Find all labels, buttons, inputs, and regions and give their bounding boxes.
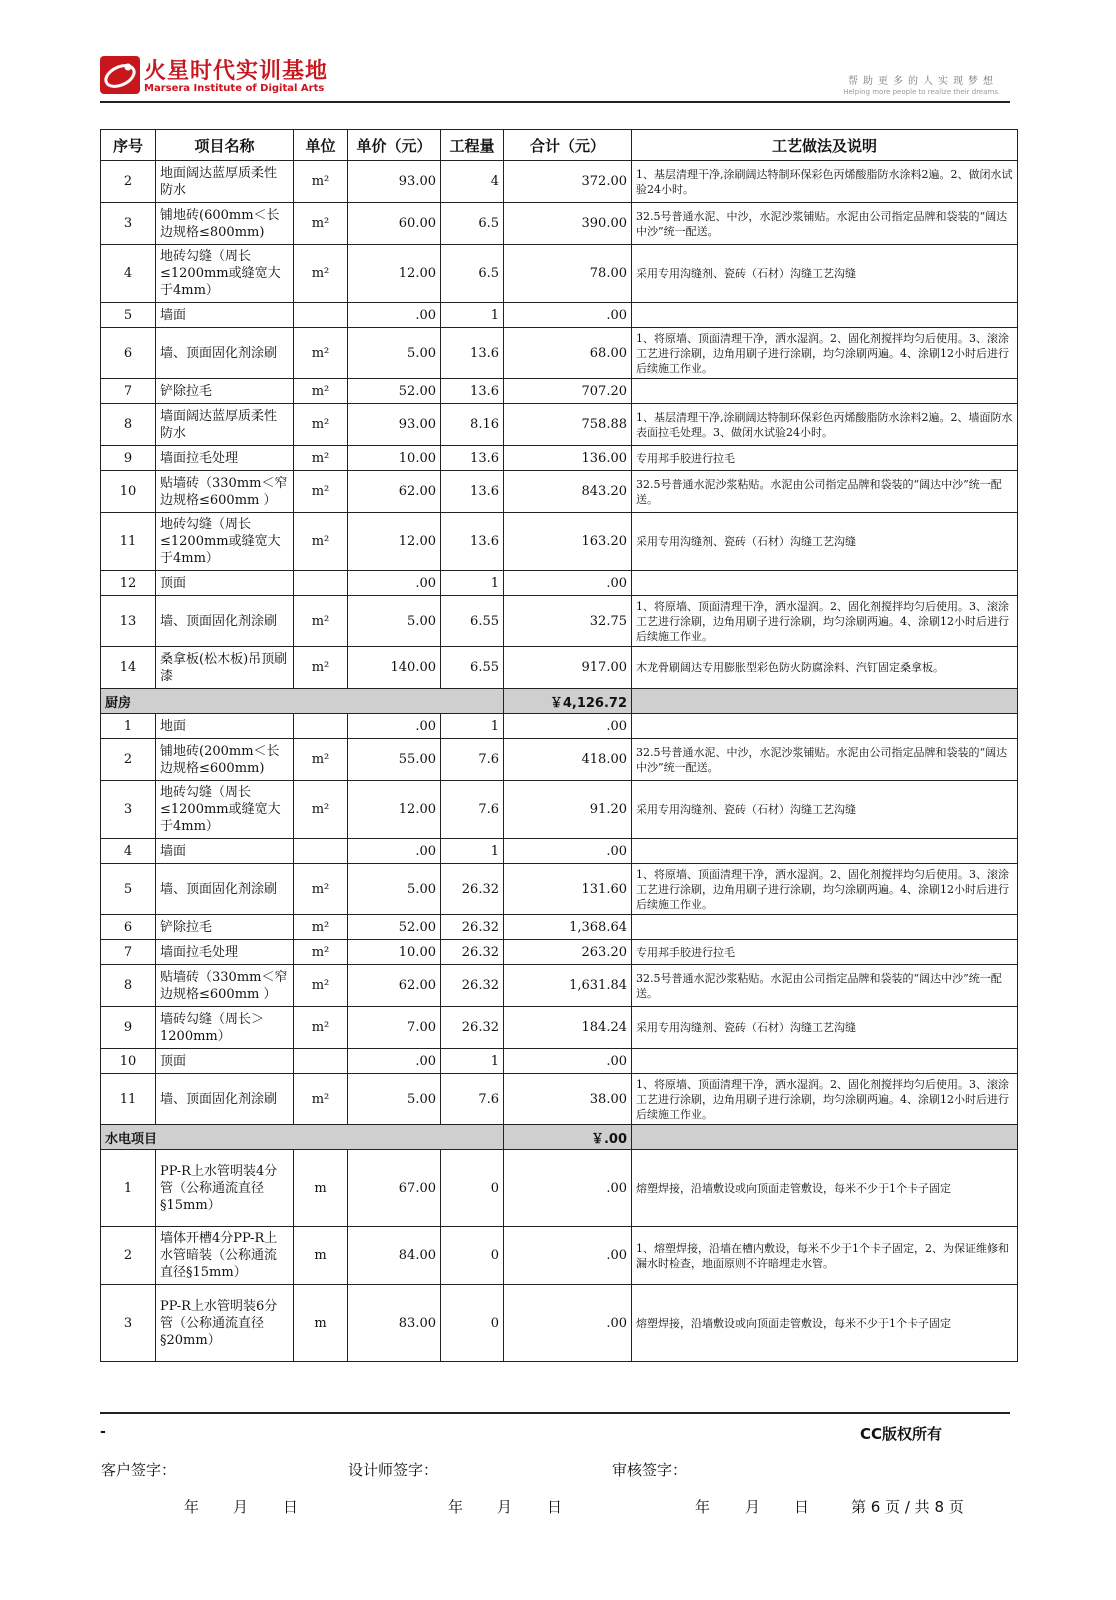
cell-qty: 0 (441, 1227, 504, 1285)
cell-unit: m² (294, 1007, 348, 1049)
cell-desc: 32.5号普通水泥、中沙，水泥沙浆铺贴。水泥由公司指定品牌和袋装的“阔达中沙”统一配送。 (632, 203, 1018, 245)
cell-qty: 7.6 (441, 739, 504, 781)
cell-qty: 0 (441, 1150, 504, 1227)
cell-no: 2 (101, 161, 156, 203)
cell-desc (632, 839, 1018, 864)
cell-qty: 7.6 (441, 1074, 504, 1125)
cell-desc: 采用专用沟缝剂、瓷砖（石材）沟缝工艺沟缝 (632, 245, 1018, 303)
cell-unit (294, 714, 348, 739)
cell-qty: 6.55 (441, 647, 504, 689)
cell-qty: 13.6 (441, 446, 504, 471)
cell-total: 184.24 (504, 1007, 632, 1049)
cell-no: 6 (101, 915, 156, 940)
cell-no: 13 (101, 596, 156, 647)
cell-name: 贴墙砖（330mm＜窄边规格≤600mm ） (156, 965, 294, 1007)
cell-unit: m² (294, 965, 348, 1007)
cell-no: 8 (101, 965, 156, 1007)
cell-no: 4 (101, 245, 156, 303)
cell-name: 墙面拉毛处理 (156, 940, 294, 965)
cell-no: 1 (101, 1150, 156, 1227)
cell-price: 5.00 (348, 328, 441, 379)
cell-total: .00 (504, 1049, 632, 1074)
section-desc-cell (632, 689, 1018, 714)
table-row (101, 596, 1018, 647)
cell-price: .00 (348, 839, 441, 864)
cell-desc: 32.5号普通水泥沙浆粘贴。水泥由公司指定品牌和袋装的“阔达中沙”统一配送。 (632, 471, 1018, 513)
cell-desc: 32.5号普通水泥沙浆粘贴。水泥由公司指定品牌和袋装的“阔达中沙”统一配送。 (632, 965, 1018, 1007)
cell-qty: 6.5 (441, 245, 504, 303)
cell-price: 140.00 (348, 647, 441, 689)
cell-name: 地砖勾缝（周长≤1200mm或缝宽大于4mm） (156, 781, 294, 839)
designer-date-day: 日 (547, 1498, 563, 1516)
cell-price: 60.00 (348, 203, 441, 245)
cell-unit: m² (294, 1074, 348, 1125)
table-row (101, 915, 1018, 940)
cell-name: 墙、顶面固化剂涂刷 (156, 1074, 294, 1125)
cell-no: 9 (101, 1007, 156, 1049)
table-body (101, 161, 1018, 1362)
table-row (101, 161, 1018, 203)
cell-unit: m² (294, 739, 348, 781)
cell-price: 84.00 (348, 1227, 441, 1285)
column-header-total: 合计（元） (504, 130, 632, 161)
cell-qty: 26.32 (441, 1007, 504, 1049)
cell-qty: 1 (441, 571, 504, 596)
table-row (101, 714, 1018, 739)
table-row (101, 446, 1018, 471)
section-row (101, 1125, 1018, 1150)
table-row (101, 1227, 1018, 1285)
cell-no: 5 (101, 303, 156, 328)
column-header-qty: 工程量 (441, 130, 504, 161)
page-number: 第 6 页 / 共 8 页 (851, 1498, 964, 1516)
cell-unit: m² (294, 404, 348, 446)
cell-unit: m² (294, 471, 348, 513)
review-date-month: 月 (745, 1498, 761, 1516)
customer-date-day: 日 (283, 1498, 299, 1516)
cell-total: 163.20 (504, 513, 632, 571)
cell-name: 墙面 (156, 303, 294, 328)
logo-title-cn: 火星时代实训基地 (144, 59, 329, 84)
page-header (100, 52, 1010, 102)
cell-name: 铲除拉毛 (156, 379, 294, 404)
cell-name: 桑拿板(松木板)吊顶刷漆 (156, 647, 294, 689)
table-row (101, 839, 1018, 864)
cell-desc: 木龙骨刷阔达专用膨胀型彩色防火防腐涂料、汽钉固定桑拿板。 (632, 647, 1018, 689)
cell-no: 3 (101, 781, 156, 839)
table-row (101, 1074, 1018, 1125)
cell-total: 68.00 (504, 328, 632, 379)
cell-qty: 6.55 (441, 596, 504, 647)
cell-name: PP-R上水管明装4分管（公称通流直径§15mm） (156, 1150, 294, 1227)
designer-signature-label: 设计师签字： (348, 1461, 439, 1479)
cell-total: 136.00 (504, 446, 632, 471)
cell-price: 93.00 (348, 404, 441, 446)
cell-unit: m (294, 1227, 348, 1285)
cell-name: 墙面 (156, 839, 294, 864)
cell-no: 3 (101, 203, 156, 245)
cell-desc: 1、将原墙、顶面清理干净，洒水湿润。2、固化剂搅拌均匀后使用。3、滚涂工艺进行涂刷，边角用刷子进行涂刷，均匀涂刷两遍。4、涂刷12小时后进行后续施工作业。 (632, 328, 1018, 379)
cell-qty: 26.32 (441, 915, 504, 940)
cell-total: 263.20 (504, 940, 632, 965)
cell-qty: 1 (441, 839, 504, 864)
cell-price: 5.00 (348, 1074, 441, 1125)
section-label: 水电项目 (101, 1125, 504, 1150)
cell-no: 14 (101, 647, 156, 689)
cell-total: .00 (504, 1227, 632, 1285)
cell-total: .00 (504, 571, 632, 596)
cell-desc: 采用专用沟缝剂、瓷砖（石材）沟缝工艺沟缝 (632, 513, 1018, 571)
section-row (101, 689, 1018, 714)
cell-total: 917.00 (504, 647, 632, 689)
cell-qty: 13.6 (441, 513, 504, 571)
cell-total: 843.20 (504, 471, 632, 513)
cell-desc: 1、将原墙、顶面清理干净，洒水湿润。2、固化剂搅拌均匀后使用。3、滚涂工艺进行涂刷，边角用刷子进行涂刷，均匀涂刷两遍。4、涂刷12小时后进行后续施工作业。 (632, 1074, 1018, 1125)
cell-desc: 熔塑焊接，沿墙敷设或向顶面走管敷设，每米不少于1个卡子固定 (632, 1285, 1018, 1362)
review-date-day: 日 (794, 1498, 810, 1516)
cell-price: 62.00 (348, 471, 441, 513)
cell-desc: 1、将原墙、顶面清理干净，洒水湿润。2、固化剂搅拌均匀后使用。3、滚涂工艺进行涂刷，边角用刷子进行涂刷，均匀涂刷两遍。4、涂刷12小时后进行后续施工作业。 (632, 596, 1018, 647)
cell-no: 5 (101, 864, 156, 915)
logo-title-en: Marsera Institute of Digital Arts (144, 83, 325, 94)
cell-no: 6 (101, 328, 156, 379)
cell-name: 地面阔达蓝厚质柔性防水 (156, 161, 294, 203)
cell-qty: 26.32 (441, 965, 504, 1007)
cell-price: 5.00 (348, 864, 441, 915)
cell-name: 墙砖勾缝（周长＞1200mm） (156, 1007, 294, 1049)
cell-name: 地砖勾缝（周长≤1200mm或缝宽大于4mm） (156, 513, 294, 571)
cell-qty: 13.6 (441, 471, 504, 513)
cell-unit: m² (294, 647, 348, 689)
table-row (101, 404, 1018, 446)
table-header-row (101, 130, 1018, 161)
cell-unit (294, 303, 348, 328)
cell-desc (632, 303, 1018, 328)
cell-total: 131.60 (504, 864, 632, 915)
cell-total: .00 (504, 714, 632, 739)
cell-total: .00 (504, 1150, 632, 1227)
table-row (101, 647, 1018, 689)
footer-divider (100, 1412, 1010, 1414)
column-header-unit: 单位 (294, 130, 348, 161)
cell-no: 7 (101, 940, 156, 965)
cell-price: 7.00 (348, 1007, 441, 1049)
cell-no: 10 (101, 1049, 156, 1074)
customer-date-year: 年 (184, 1498, 200, 1516)
cell-qty: 26.32 (441, 864, 504, 915)
footer-dash: - (100, 1424, 106, 1440)
column-header-no: 序号 (101, 130, 156, 161)
cell-name: 铺地砖(200mm＜长边规格≤600mm) (156, 739, 294, 781)
cell-price: .00 (348, 1049, 441, 1074)
table-row (101, 303, 1018, 328)
cell-unit: m² (294, 513, 348, 571)
cell-price: 52.00 (348, 379, 441, 404)
cell-name: 墙面阔达蓝厚质柔性防水 (156, 404, 294, 446)
table-row (101, 328, 1018, 379)
cell-total: .00 (504, 303, 632, 328)
table-row (101, 1285, 1018, 1362)
cell-unit (294, 839, 348, 864)
cell-qty: 13.6 (441, 328, 504, 379)
cell-unit: m² (294, 161, 348, 203)
cell-price: 93.00 (348, 161, 441, 203)
cell-total: 418.00 (504, 739, 632, 781)
cell-desc: 1、基层清理干净,涂刷阔达特制环保彩色丙烯酸脂防水涂料2遍。2、做闭水试验24小时。 (632, 161, 1018, 203)
cell-name: 墙体开槽4分PP-R上水管暗装（公称通流直径§15mm） (156, 1227, 294, 1285)
cell-desc: 采用专用沟缝剂、瓷砖（石材）沟缝工艺沟缝 (632, 781, 1018, 839)
cell-no: 2 (101, 739, 156, 781)
cell-desc (632, 714, 1018, 739)
cell-price: .00 (348, 571, 441, 596)
cell-qty: 6.5 (441, 203, 504, 245)
column-header-price: 单价（元） (348, 130, 441, 161)
cell-unit: m² (294, 864, 348, 915)
cell-unit: m² (294, 328, 348, 379)
cell-unit: m² (294, 915, 348, 940)
marsera-logo-icon (100, 56, 140, 94)
cell-no: 4 (101, 839, 156, 864)
cell-name: 墙、顶面固化剂涂刷 (156, 328, 294, 379)
section-total: ￥4,126.72 (504, 689, 632, 714)
cell-price: 55.00 (348, 739, 441, 781)
table-row (101, 781, 1018, 839)
cell-name: PP-R上水管明装6分管（公称通流直径§20mm） (156, 1285, 294, 1362)
cell-unit: m² (294, 245, 348, 303)
cell-price: 62.00 (348, 965, 441, 1007)
table-row (101, 1150, 1018, 1227)
cell-desc: 1、将原墙、顶面清理干净，洒水湿润。2、固化剂搅拌均匀后使用。3、滚涂工艺进行涂刷，边角用刷子进行涂刷，均匀涂刷两遍。4、涂刷12小时后进行后续施工作业。 (632, 864, 1018, 915)
cell-total: .00 (504, 839, 632, 864)
column-header-name: 项目名称 (156, 130, 294, 161)
table-row (101, 1049, 1018, 1074)
table-row (101, 379, 1018, 404)
table-row (101, 864, 1018, 915)
designer-date-year: 年 (448, 1498, 464, 1516)
cell-price: .00 (348, 714, 441, 739)
cell-name: 地砖勾缝（周长≤1200mm或缝宽大于4mm） (156, 245, 294, 303)
table-row (101, 245, 1018, 303)
cell-no: 1 (101, 714, 156, 739)
cell-name: 铲除拉毛 (156, 915, 294, 940)
cell-total: 1,631.84 (504, 965, 632, 1007)
slogan-cn: 帮助更多的人实现梦想 (848, 76, 998, 87)
section-label: 厨房 (101, 689, 504, 714)
cell-name: 顶面 (156, 571, 294, 596)
cell-unit: m² (294, 940, 348, 965)
cell-total: 707.20 (504, 379, 632, 404)
review-date-year: 年 (695, 1498, 711, 1516)
section-total: ￥.00 (504, 1125, 632, 1150)
cell-unit: m (294, 1285, 348, 1362)
cell-total: 78.00 (504, 245, 632, 303)
cell-desc: 1、基层清理干净,涂刷阔达特制环保彩色丙烯酸脂防水涂料2遍。2、墙面防水表面拉毛处理。3、做闭水试验24小时。 (632, 404, 1018, 446)
cell-desc (632, 571, 1018, 596)
cell-price: 67.00 (348, 1150, 441, 1227)
table-row (101, 940, 1018, 965)
cell-qty: 1 (441, 303, 504, 328)
cell-no: 11 (101, 1074, 156, 1125)
table-row (101, 471, 1018, 513)
cell-unit: m² (294, 203, 348, 245)
review-signature-label: 审核签字： (612, 1461, 688, 1479)
quotation-table (100, 129, 1018, 1362)
header-divider (100, 101, 1010, 103)
cell-qty: 4 (441, 161, 504, 203)
cell-desc (632, 915, 1018, 940)
cell-no: 3 (101, 1285, 156, 1362)
table-row (101, 203, 1018, 245)
cell-no: 12 (101, 571, 156, 596)
section-desc-cell (632, 1125, 1018, 1150)
cell-no: 10 (101, 471, 156, 513)
designer-date-month: 月 (497, 1498, 513, 1516)
table-row (101, 513, 1018, 571)
cell-price: 5.00 (348, 596, 441, 647)
customer-signature-label: 客户签字： (101, 1461, 177, 1479)
slogan-en: Helping more people to realize their dreams (843, 88, 998, 96)
cell-unit: m² (294, 379, 348, 404)
cell-no: 8 (101, 404, 156, 446)
cell-no: 9 (101, 446, 156, 471)
cell-price: 12.00 (348, 781, 441, 839)
cell-desc: 专用邦手胶进行拉毛 (632, 940, 1018, 965)
cell-price: 10.00 (348, 446, 441, 471)
cell-total: 1,368.64 (504, 915, 632, 940)
table-row (101, 965, 1018, 1007)
cell-unit: m² (294, 781, 348, 839)
cell-qty: 8.16 (441, 404, 504, 446)
cell-name: 地面 (156, 714, 294, 739)
column-header-desc: 工艺做法及说明 (632, 130, 1018, 161)
cell-price: .00 (348, 303, 441, 328)
cell-total: 38.00 (504, 1074, 632, 1125)
cell-unit: m² (294, 446, 348, 471)
table-row (101, 571, 1018, 596)
cell-no: 2 (101, 1227, 156, 1285)
cell-name: 铺地砖(600mm＜长边规格≤800mm) (156, 203, 294, 245)
cell-qty: 7.6 (441, 781, 504, 839)
cell-name: 贴墙砖（330mm＜窄边规格≤600mm ） (156, 471, 294, 513)
cell-price: 10.00 (348, 940, 441, 965)
copyright-text: CC版权所有 (860, 1425, 943, 1443)
cell-price: 52.00 (348, 915, 441, 940)
cell-qty: 1 (441, 1049, 504, 1074)
cell-total: .00 (504, 1285, 632, 1362)
cell-name: 墙、顶面固化剂涂刷 (156, 864, 294, 915)
cell-name: 墙面拉毛处理 (156, 446, 294, 471)
cell-unit: m² (294, 596, 348, 647)
cell-price: 12.00 (348, 513, 441, 571)
cell-unit: m (294, 1150, 348, 1227)
cell-total: 390.00 (504, 203, 632, 245)
cell-desc: 熔塑焊接，沿墙敷设或向顶面走管敷设，每米不少于1个卡子固定 (632, 1150, 1018, 1227)
cell-total: 32.75 (504, 596, 632, 647)
cell-qty: 26.32 (441, 940, 504, 965)
cell-qty: 1 (441, 714, 504, 739)
cell-total: 372.00 (504, 161, 632, 203)
cell-name: 墙、顶面固化剂涂刷 (156, 596, 294, 647)
cell-desc (632, 379, 1018, 404)
cell-no: 11 (101, 513, 156, 571)
cell-no: 7 (101, 379, 156, 404)
cell-name: 顶面 (156, 1049, 294, 1074)
cell-desc: 1、熔塑焊接，沿墙在槽内敷设，每米不少于1个卡子固定，2、为保证维修和漏水时检查，地面原则不许暗埋走水管。 (632, 1227, 1018, 1285)
cell-desc: 专用邦手胶进行拉毛 (632, 446, 1018, 471)
cell-price: 83.00 (348, 1285, 441, 1362)
cell-qty: 13.6 (441, 379, 504, 404)
table-row (101, 739, 1018, 781)
cell-desc: 32.5号普通水泥、中沙，水泥沙浆铺贴。水泥由公司指定品牌和袋装的“阔达中沙”统一配送。 (632, 739, 1018, 781)
cell-total: 758.88 (504, 404, 632, 446)
table-row (101, 1007, 1018, 1049)
cell-unit (294, 571, 348, 596)
cell-unit (294, 1049, 348, 1074)
customer-date-month: 月 (233, 1498, 249, 1516)
cell-qty: 0 (441, 1285, 504, 1362)
cell-desc: 采用专用沟缝剂、瓷砖（石材）沟缝工艺沟缝 (632, 1007, 1018, 1049)
cell-total: 91.20 (504, 781, 632, 839)
cell-desc (632, 1049, 1018, 1074)
cell-price: 12.00 (348, 245, 441, 303)
